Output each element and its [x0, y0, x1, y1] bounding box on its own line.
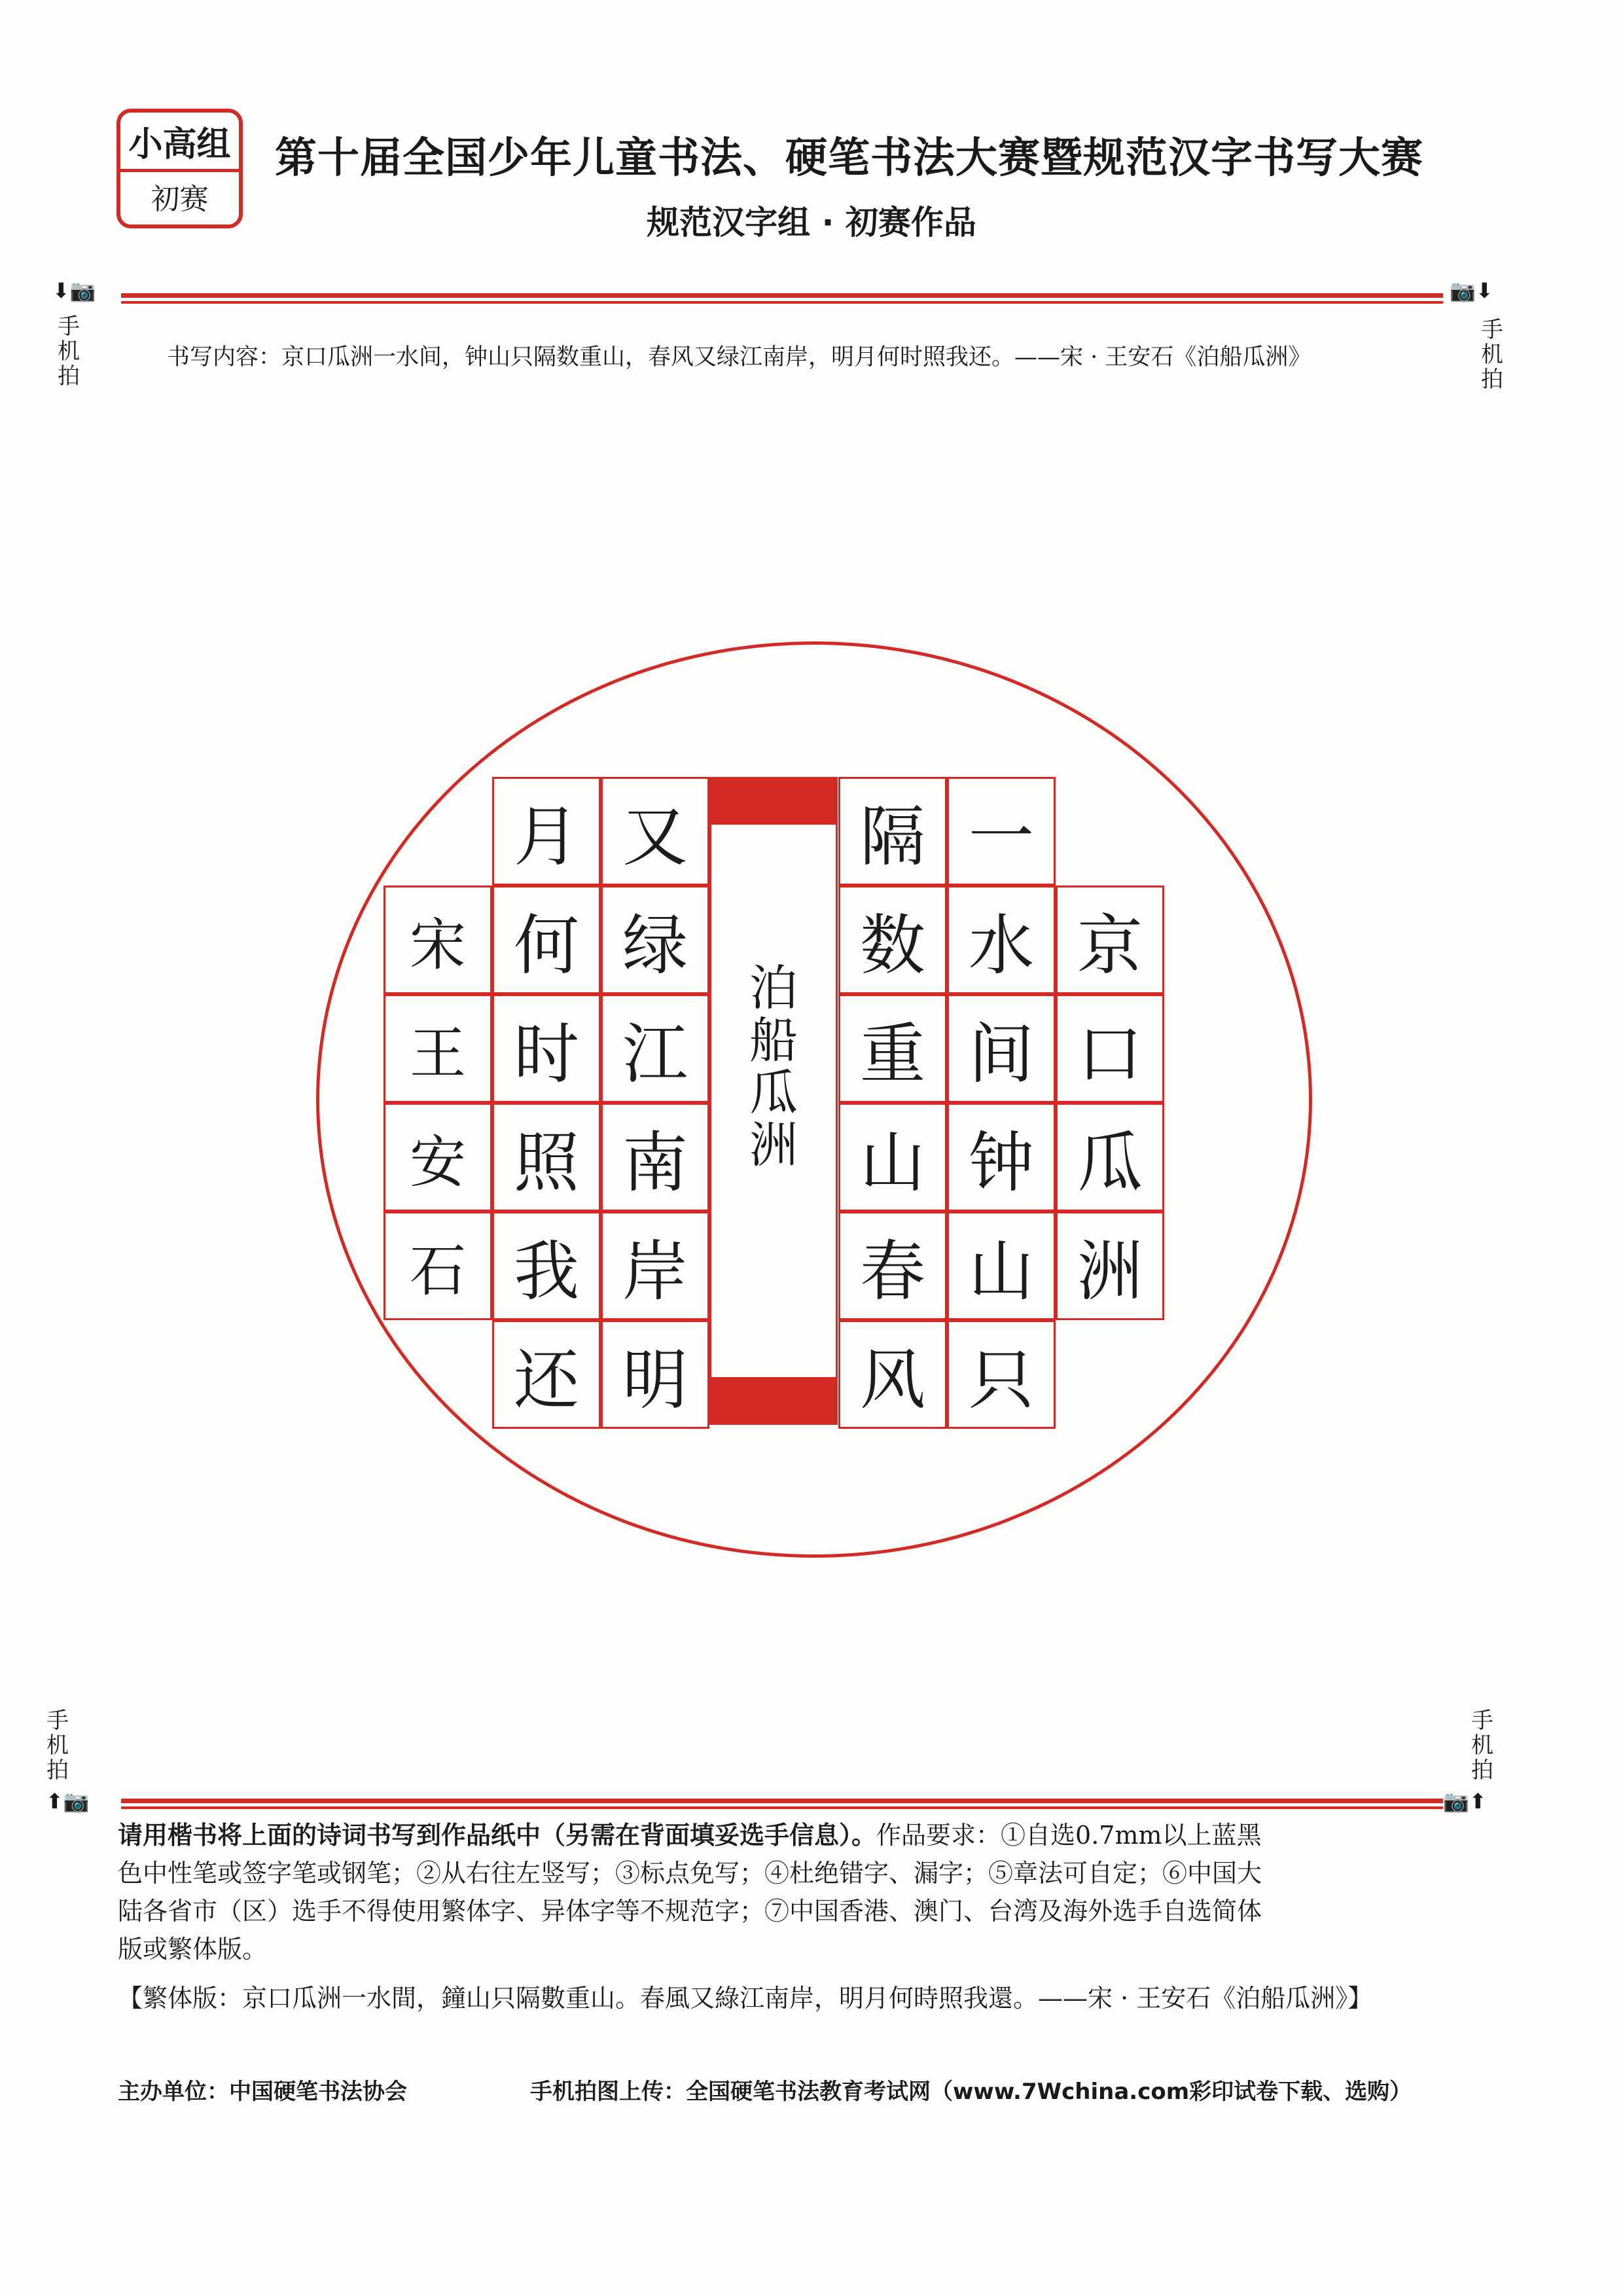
grid-cell: 明 [601, 1320, 709, 1429]
traditional-version: 【繁体版：京口瓜洲一水間，鐘山只隔數重山。春風又綠江南岸，明月何時照我還。——宋 · 王安石《泊船瓜洲》】 [118, 1984, 1373, 2013]
organizer: 主办单位：中国硬笔书法协会 [118, 2079, 407, 2105]
phone-mark-bottom-left [46, 1789, 90, 1814]
top-red-rule [121, 293, 1443, 308]
camera-icon: 📷 [63, 1789, 90, 1814]
instructions [118, 1816, 1427, 1968]
grid-cell: 水 [947, 886, 1056, 994]
arrow-down-icon: ⬇ [1475, 278, 1493, 303]
requirements-line-3: 陆各省市（区）选手不得使用繁体字、异体字等不规范字；⑦中国香港、澳门、台湾及海外选手自选简体 [118, 1897, 1262, 1926]
arrow-down-icon: ⬇ [52, 278, 70, 303]
requirements-line-2: 色中性笔或签字笔或钢笔；②从右往左竖写；③标点免写；④杜绝错字、漏字；⑤章法可自定；⑥中国大 [118, 1859, 1262, 1888]
camera-icon: 📷 [1443, 1789, 1469, 1814]
grid-cell: 重 [838, 994, 947, 1103]
bottom-red-rule [121, 1799, 1443, 1813]
contest-subtitle: 规范汉字组 · 初赛作品 [647, 204, 976, 242]
badge-stage: 初赛 [151, 183, 209, 216]
grid-cell: 间 [947, 994, 1056, 1103]
grid-cell: 一 [947, 777, 1056, 886]
grid-cell: 宋 [383, 886, 492, 994]
grid-cell: 风 [838, 1320, 947, 1429]
phone-label-bottom-right: 手 机 拍 [1471, 1708, 1493, 1784]
grid-cell: 安 [383, 1103, 492, 1211]
grid-cell: 只 [947, 1320, 1056, 1429]
grid-cell: 绿 [601, 886, 709, 994]
grid-cell: 京 [1056, 886, 1164, 994]
grid-cell: 江 [601, 994, 709, 1103]
contest-title: 第十届全国少年儿童书法、硬笔书法大赛暨规范汉字书写大赛 [275, 134, 1423, 183]
phone-label-top-right: 手 机 拍 [1481, 317, 1503, 393]
grid-cell: 时 [492, 994, 601, 1103]
upload-info: 手机拍图上传：全国硬笔书法教育考试网（www.7Wchina.com彩印试卷下载、选购） [530, 2079, 1412, 2105]
phone-label-top-left: 手 机 拍 [58, 314, 80, 389]
grid-cell: 瓜 [1056, 1103, 1164, 1211]
grid-cell: 岸 [601, 1211, 709, 1320]
phone-mark-top-right [1450, 278, 1493, 303]
grid-cell: 又 [601, 777, 709, 886]
grid-cell: 春 [838, 1211, 947, 1320]
grid-cell: 我 [492, 1211, 601, 1320]
grid-cell: 洲 [1056, 1211, 1164, 1320]
grid-cell: 隔 [838, 777, 947, 886]
phone-mark-bottom-right [1443, 1789, 1487, 1814]
grid-cell: 山 [947, 1211, 1056, 1320]
grid-cell: 石 [383, 1211, 492, 1320]
grid-cell: 口 [1056, 994, 1164, 1103]
requirements-line-1: 作品要求：①自选0.7mm以上蓝黑 [876, 1821, 1262, 1850]
grid-cell: 月 [492, 777, 601, 886]
phone-label-bottom-left: 手 机 拍 [46, 1708, 69, 1784]
instructions-lead: 请用楷书将上面的诗词书写到作品纸中（另需在背面填妥选手信息）。 [118, 1821, 877, 1850]
badge-group: 小高组 [120, 113, 239, 172]
camera-icon: 📷 [69, 278, 96, 303]
grid-cell: 山 [838, 1103, 947, 1211]
grid-cell: 何 [492, 886, 601, 994]
grid-cell: 南 [601, 1103, 709, 1211]
grid-cell: 数 [838, 886, 947, 994]
camera-icon: 📷 [1450, 278, 1476, 303]
grid-cell: 钟 [947, 1103, 1056, 1211]
writing-content: 书写内容：京口瓜洲一水间，钟山只隔数重山，春风又绿江南岸，明月何时照我还。——宋 · 王安石《泊船瓜洲》 [167, 344, 1311, 370]
grid-cell: 照 [492, 1103, 601, 1211]
arrow-up-icon: ⬆ [1469, 1789, 1487, 1814]
arrow-up-icon: ⬆ [46, 1789, 63, 1814]
grid-cell: 还 [492, 1320, 601, 1429]
requirements-line-4: 版或繁体版。 [118, 1935, 268, 1964]
work-title: 泊 船 瓜 洲 [749, 960, 798, 1174]
phone-mark-top-left [52, 278, 96, 303]
grid-cell: 王 [383, 994, 492, 1103]
